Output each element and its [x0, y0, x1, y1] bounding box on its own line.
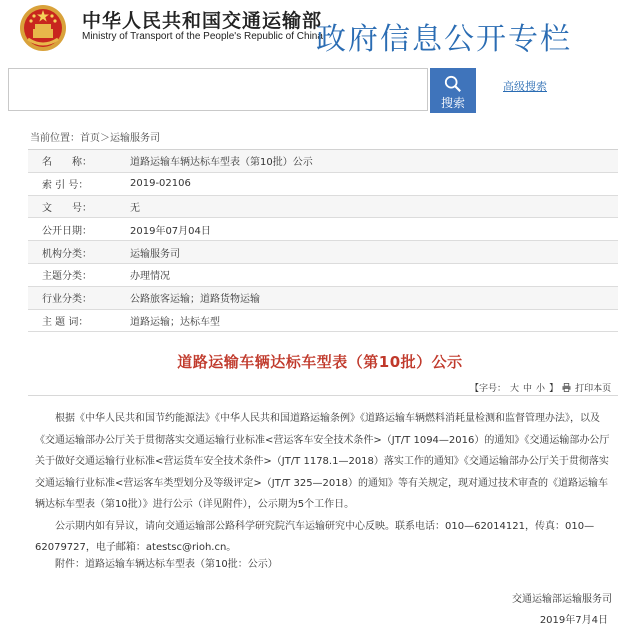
info-row-org — [28, 241, 618, 264]
ministry-name-cn: 中华人民共和国交通运输部 — [82, 10, 323, 32]
info-row-topic — [28, 264, 618, 287]
ministry-name-en: Ministry of Transport of the People's Republic of China — [82, 31, 323, 42]
attachment-link[interactable]: 道路运输车辆达标车型表（第10批：公示） — [85, 559, 278, 570]
info-key: 索 引 号： — [42, 180, 89, 192]
title-divider — [28, 395, 618, 396]
info-row-name — [28, 150, 618, 173]
info-key: 公开日期： — [42, 225, 92, 237]
printer-icon[interactable] — [562, 383, 571, 392]
info-key: 文 号： — [42, 202, 92, 214]
section-banner: 政府信息公开专栏 — [316, 22, 572, 57]
info-row-index — [28, 173, 618, 196]
breadcrumb-separator: ＞ — [100, 133, 110, 144]
info-key: 名 称： — [42, 157, 92, 169]
breadcrumb-prefix: 当前位置： — [30, 133, 80, 144]
info-key: 主 题 词： — [42, 316, 89, 328]
attachment-label: 附件： — [55, 559, 85, 570]
breadcrumb-home-link[interactable]: 首页 — [80, 133, 100, 144]
signature-org: 交通运输部运输服务司 — [512, 594, 612, 605]
national-emblem-icon — [18, 3, 68, 53]
info-row-doc-number — [28, 196, 618, 219]
search-icon — [444, 75, 462, 93]
font-size-large-button[interactable]: 大 — [510, 384, 520, 394]
article-paragraph: 根据《中华人民共和国节约能源法》《中华人民共和国道路运输条例》《道路运输车辆燃料消耗量检测和监督管理办法》，以及《交通运输部办公厅关于贯彻落实交通运输行业标准<营运客车安全技术条件>（JT/T 1094—2016）的通知》《交通运输部办公厅关于做好交通运输行业标准<营运货车安全技术条件>（JT/T 1178.1—2018）落实工作的通知》《交通运输部办公厅关于贯彻落实交通运输行业标准<营运客车类型划分及等级评定>（JT/T 325—2018）的通知》等有关规定，现对通过技术审查的《道路运输车辆达标车型表（第10批）》进行公示（详见附件），公示期为5个工作日。 — [35, 413, 610, 510]
info-key: 机构分类： — [42, 248, 92, 260]
info-value: 公路旅客运输；道路货物运输 — [130, 294, 260, 306]
font-size-medium-button[interactable]: 中 — [523, 384, 533, 394]
document-info-table — [28, 149, 618, 332]
article-paragraph: 公示期内如有异议，请向交通运输部公路科学研究院汽车运输研究中心反映。联系电话：010—62014121，传真：010—62079727，电子邮箱：atestsc@rioh.cn。 — [35, 520, 595, 553]
search-button[interactable] — [430, 68, 476, 113]
breadcrumb — [30, 129, 160, 144]
info-value: 2019年07月04日 — [130, 225, 211, 237]
font-size-close: 】 — [549, 384, 559, 394]
info-value: 无 — [130, 202, 140, 214]
article-body — [35, 408, 615, 559]
advanced-search-link[interactable]: 高级搜索 — [503, 80, 547, 93]
info-value: 运输服务司 — [130, 248, 180, 260]
breadcrumb-current-link[interactable]: 运输服务司 — [110, 133, 160, 144]
font-size-label: 【字号： — [470, 384, 507, 394]
info-row-industry — [28, 287, 618, 310]
attachment — [55, 555, 278, 570]
site-header — [0, 0, 640, 124]
print-page-link[interactable]: 打印本页 — [575, 384, 612, 394]
article-title: 道路运输车辆达标车型表（第10批）公示 — [177, 353, 463, 371]
search-button-label: 搜索 — [440, 96, 465, 110]
font-size-small-button[interactable]: 小 — [536, 384, 546, 394]
info-value: 道路运输车辆达标车型表（第10批）公示 — [130, 157, 313, 169]
info-value: 办理情况 — [130, 271, 170, 283]
info-row-keywords — [28, 310, 618, 333]
info-value: 道路运输；达标车型 — [130, 316, 220, 328]
article-tools — [470, 381, 615, 394]
signature-date: 2019年7月4日 — [539, 615, 608, 626]
search-input[interactable] — [8, 68, 428, 111]
info-row-date — [28, 218, 618, 241]
info-key: 行业分类： — [42, 294, 92, 306]
info-value: 2019-02106 — [130, 178, 191, 190]
info-key: 主题分类： — [42, 271, 92, 283]
